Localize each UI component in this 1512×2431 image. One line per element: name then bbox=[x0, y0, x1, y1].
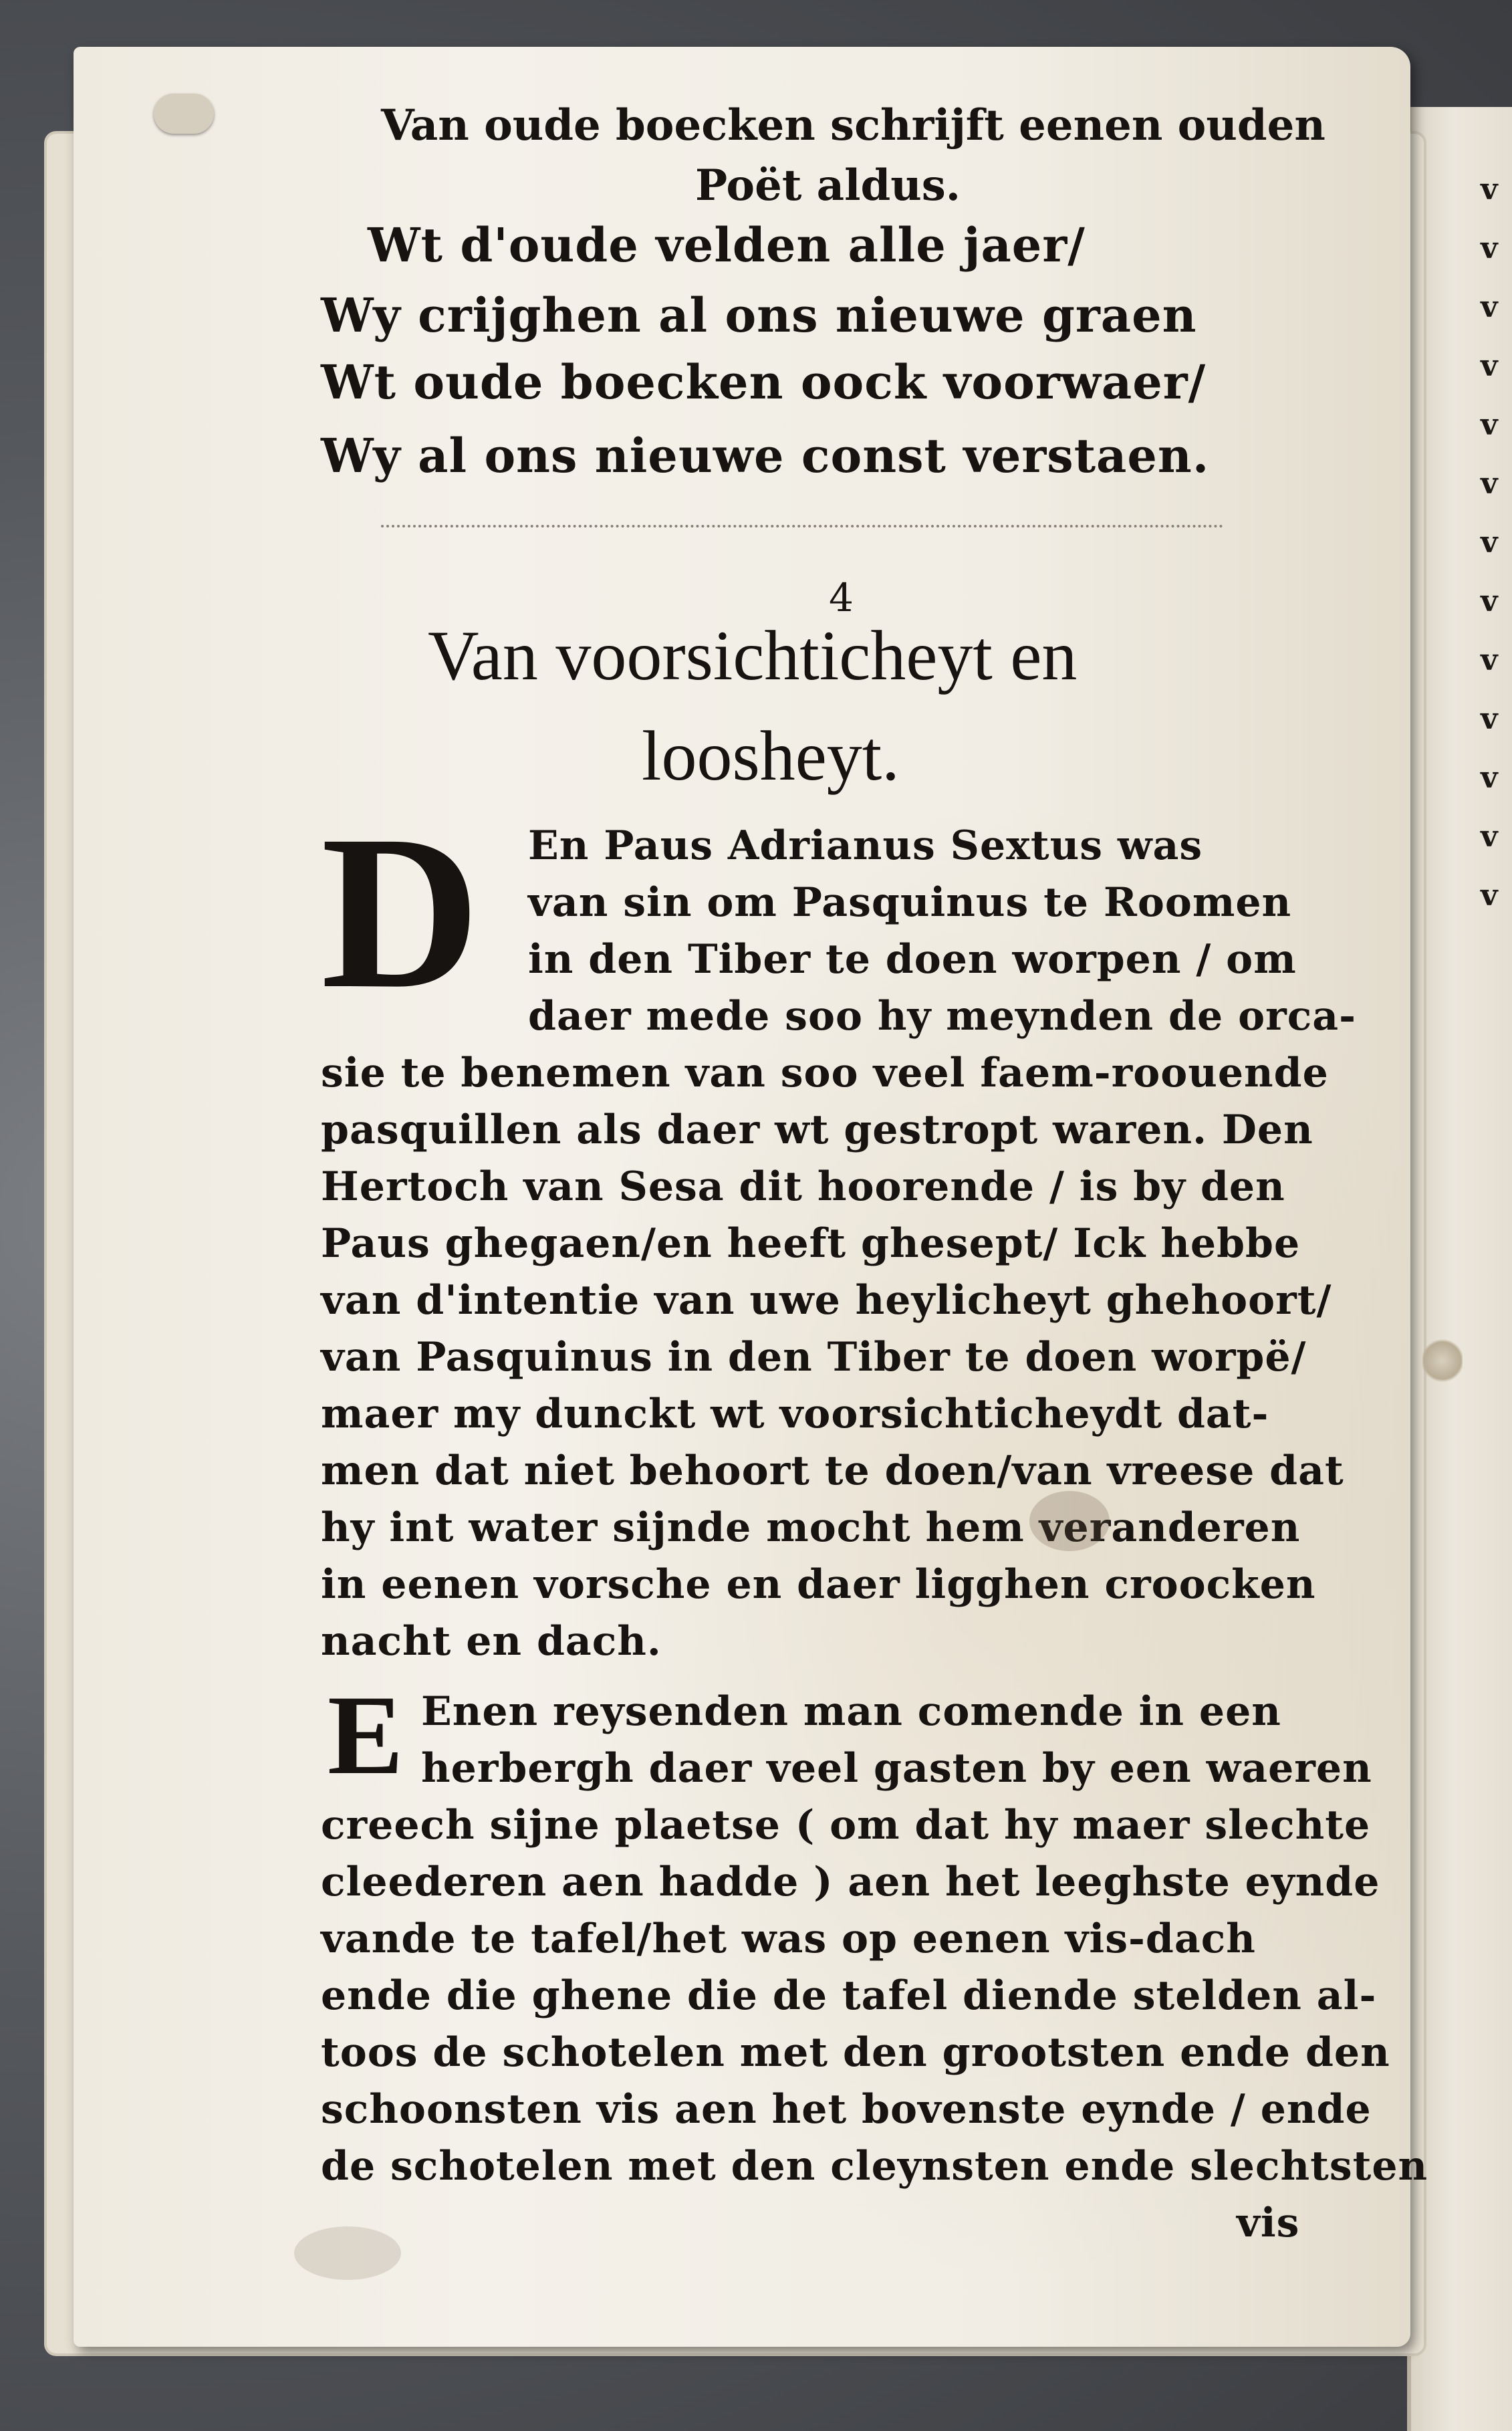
paragraph-2-line: vande te tafel/het was op eenen vis-dach bbox=[321, 1916, 1256, 1962]
paragraph-1-line: maer my dunckt wt voorsichticheydt dat- bbox=[321, 1391, 1269, 1437]
section-heading-line-1: Van voorsichticheyt en bbox=[428, 616, 1078, 695]
paragraph-2-line: herbergh daer veel gasten by een waeren bbox=[421, 1745, 1372, 1792]
verse-line-3: Wt oude boecken oock voorwaer/ bbox=[321, 354, 1207, 410]
paragraph-1-line: Hertoch van Sesa dit hoorende / is by den bbox=[321, 1163, 1285, 1210]
facing-letter: v bbox=[1481, 584, 1498, 618]
divider-rule bbox=[381, 525, 1223, 534]
paragraph-1-line: En Paus Adrianus Sextus was bbox=[528, 822, 1203, 869]
facing-letter: v bbox=[1481, 526, 1498, 560]
facing-letter: v bbox=[1481, 290, 1498, 324]
paragraph-2-line: toos de schotelen met den grootsten ende den bbox=[321, 2029, 1390, 2076]
facing-letter: v bbox=[1481, 467, 1498, 501]
facing-letter: v bbox=[1481, 643, 1498, 677]
book-page bbox=[74, 47, 1428, 2347]
paragraph-2-line: creech sijne plaetse ( om dat hy maer slechte bbox=[321, 1802, 1371, 1849]
verse-line-1: Wt d'oude velden alle jaer/ bbox=[368, 217, 1086, 273]
facing-letter: v bbox=[1481, 879, 1498, 913]
drop-cap-d: D bbox=[321, 790, 481, 1034]
drop-cap-e: E bbox=[328, 1672, 404, 1798]
paragraph-2-line: de schotelen met den cleynsten ende slechtsten bbox=[321, 2143, 1428, 2190]
section-heading-line-2: loosheyt. bbox=[642, 717, 900, 795]
paragraph-2-line: Enen reysenden man comende in een bbox=[421, 1688, 1281, 1735]
facing-letter: v bbox=[1481, 408, 1498, 442]
paragraph-1-line: van Pasquinus in den Tiber te doen worpë/ bbox=[321, 1334, 1307, 1381]
intro-line-1: Van oude boecken schrijft eenen ouden bbox=[381, 100, 1326, 150]
paragraph-2-line: cleederen aen hadde ) aen het leeghste eynde bbox=[321, 1859, 1380, 1905]
page-stain bbox=[1029, 1491, 1110, 1551]
facing-page-letters bbox=[1481, 160, 1507, 925]
paragraph-1-line: van sin om Pasquinus te Roomen bbox=[528, 879, 1292, 926]
paragraph-1-line: men dat niet behoort te doen/van vreese dat bbox=[321, 1448, 1344, 1494]
paragraph-1-line: daer mede soo hy meynden de orca- bbox=[528, 993, 1357, 1040]
paragraph-1-line: hy int water sijnde mocht hem veranderen bbox=[321, 1504, 1301, 1551]
verse-line-4: Wy al ons nieuwe const verstaen. bbox=[321, 428, 1210, 483]
paragraph-1-line: van d'intentie van uwe heylicheyt ghehoort/ bbox=[321, 1277, 1332, 1324]
page-stain bbox=[294, 2226, 401, 2280]
facing-letter: v bbox=[1481, 702, 1498, 736]
paragraph-1-line: pasquillen als daer wt gestropt waren. Den bbox=[321, 1107, 1313, 1153]
facing-letter: v bbox=[1481, 349, 1498, 383]
section-number: 4 bbox=[829, 575, 854, 620]
paragraph-1-line: sie te benemen van soo veel faem-roouende bbox=[321, 1050, 1329, 1096]
facing-letter: v bbox=[1481, 761, 1498, 795]
paragraph-2-line: schoonsten vis aen het bovenste eynde / ende bbox=[321, 2086, 1372, 2133]
verse-line-2: Wy crijghen al ons nieuwe graen bbox=[321, 287, 1197, 343]
catchword: vis bbox=[1237, 2200, 1300, 2246]
paragraph-1-line: Paus ghegaen/en heeft ghesept/ Ick hebbe bbox=[321, 1220, 1301, 1267]
paragraph-1-line: nacht en dach. bbox=[321, 1618, 662, 1665]
paragraph-1-line: in den Tiber te doen worpen / om bbox=[528, 936, 1297, 983]
facing-letter: v bbox=[1481, 820, 1498, 854]
facing-letter: v bbox=[1481, 172, 1498, 207]
paragraph-2-line: ende die ghene die de tafel diende stelden al- bbox=[321, 1972, 1377, 2019]
paragraph-1-line: in eenen vorsche en daer ligghen croocken bbox=[321, 1561, 1316, 1608]
facing-letter: v bbox=[1481, 231, 1498, 265]
page-corner-tab bbox=[154, 94, 214, 134]
intro-line-2: Poët aldus. bbox=[695, 160, 961, 211]
binding-thread bbox=[1422, 1337, 1463, 1384]
